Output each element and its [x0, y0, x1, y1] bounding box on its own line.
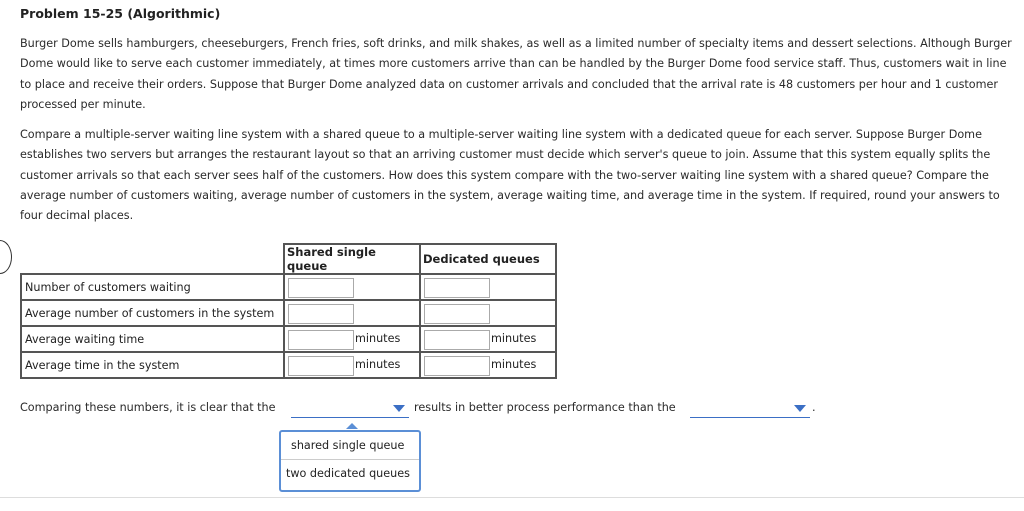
header-dedicated-queues: Dedicated queues: [420, 244, 556, 274]
problem-paragraph-1: Burger Dome sells hamburgers, cheeseburgers, French fries, soft drinks, and milk shakes, as well as a limited number of specialty items and dessert selections. Although Burger Dome would like to serve each customer immediately, at times more customers arrive than can be handled by the Burger Dome food service staff. Thus, customers wait in line to place and receive their orders. Suppose that Burger Dome analyzed data on customer arrivals and concluded that the arrival rate is 48 customers per hour and 1 customer processed per minute.: [20, 37, 1012, 111]
table-row: [21, 300, 556, 326]
header-shared-queue: Shared single queue: [284, 244, 420, 274]
answer-cell: [420, 326, 556, 352]
customers-waiting-dedicated-input[interactable]: [424, 278, 490, 298]
answer-cell: [420, 274, 556, 300]
compare-suffix-text: .: [812, 401, 816, 414]
table-corner: [21, 244, 284, 274]
answer-cell: [284, 274, 420, 300]
answer-cell: [420, 300, 556, 326]
unit-label: minutes: [491, 358, 537, 371]
customers-in-system-shared-input[interactable]: [288, 304, 354, 324]
table-header-row: [21, 244, 556, 274]
option-two-dedicated-queues[interactable]: two dedicated queues: [286, 467, 410, 480]
time-in-system-shared-input[interactable]: [288, 356, 354, 376]
unit-label: minutes: [355, 358, 401, 371]
problem-title: Problem 15-25 (Algorithmic): [20, 6, 221, 21]
time-in-system-dedicated-input[interactable]: [424, 356, 490, 376]
compare-middle-text: results in better process performance than the: [414, 401, 676, 414]
question-marker: [0, 240, 12, 274]
problem-paragraph-2: Compare a multiple-server waiting line system with a shared queue to a multiple-server waiting line system with a dedicated queue for each server. Suppose Burger Dome establishes two servers but arranges the restaurant layout so that an arriving customer must decide which server's queue to join. Assume that this system equally splits the customer arrivals so that each server sees half of the customers. How does this system compare with the two-server waiting line system with a shared queue? Compare the average number of customers waiting, average number of customers in the system, average waiting time, and average time in the system. If required, round your answers to four decimal places.: [20, 128, 1000, 223]
table-row: [21, 274, 556, 300]
table-row: [21, 352, 556, 378]
chevron-down-icon: [393, 405, 405, 412]
answer-table: [20, 243, 557, 379]
answer-cell: [284, 326, 420, 352]
row-label: Average time in the system: [21, 352, 284, 378]
answer-cell: [420, 352, 556, 378]
worse-system-dropdown[interactable]: [690, 401, 810, 418]
bottom-divider: [0, 497, 1024, 498]
unit-label: minutes: [491, 332, 537, 345]
row-label: Average number of customers in the system: [21, 300, 284, 326]
answer-cell: [284, 352, 420, 378]
answer-cell: [284, 300, 420, 326]
chevron-down-icon: [794, 405, 806, 412]
row-label: Average waiting time: [21, 326, 284, 352]
row-label: Number of customers waiting: [21, 274, 284, 300]
unit-label: minutes: [355, 332, 401, 345]
waiting-time-shared-input[interactable]: [288, 330, 354, 350]
waiting-time-dedicated-input[interactable]: [424, 330, 490, 350]
caret-up-icon: [346, 423, 358, 429]
better-system-dropdown[interactable]: [291, 401, 409, 418]
customers-in-system-dedicated-input[interactable]: [424, 304, 490, 324]
customers-waiting-shared-input[interactable]: [288, 278, 354, 298]
table-row: [21, 326, 556, 352]
dropdown-menu: [279, 430, 421, 492]
compare-prefix-text: Comparing these numbers, it is clear that the: [20, 401, 276, 414]
option-shared-single-queue[interactable]: shared single queue: [281, 432, 419, 460]
